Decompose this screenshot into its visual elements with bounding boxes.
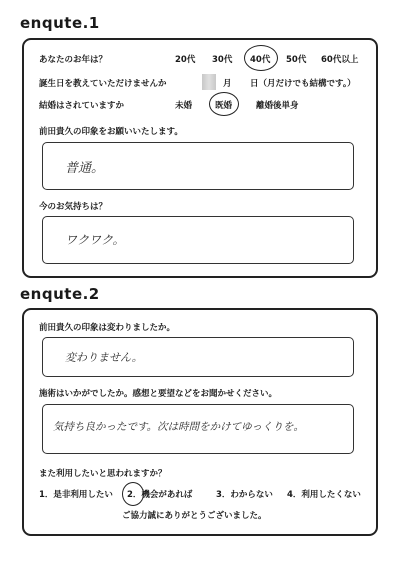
- thanks-text: ご協力誠にありがとうございました。: [122, 511, 267, 521]
- treatment-answer-text: 気持ち良かったです。次は時間をかけてゆっくりを。: [53, 421, 305, 433]
- birthday-month-label: 月: [223, 79, 232, 89]
- age-option-60s-plus[interactable]: 60代以上: [321, 55, 359, 65]
- age-option-30s[interactable]: 30代: [212, 55, 233, 65]
- feeling-answer-text: ワクワク。: [65, 233, 125, 247]
- birthday-question: 誕生日を教えていただけませんか: [39, 79, 167, 89]
- impression-change-question: 前田貴久の印象は変わりましたか。: [39, 323, 176, 333]
- feeling-question: 今のお気持ちは？: [39, 202, 108, 212]
- reuse-option-if-chance[interactable]: 2．機会があれば: [127, 490, 193, 500]
- birthday-month-redacted: [202, 74, 216, 90]
- married-option-married[interactable]: 既婚: [215, 101, 233, 111]
- reuse-selected-circle: [122, 482, 144, 506]
- age-selected-circle: [244, 45, 278, 71]
- enquete1-heading: enqute.1: [20, 14, 100, 32]
- birthday-day-label: 日（月だけでも結構です。）: [250, 79, 356, 89]
- married-option-single[interactable]: 未婚: [175, 101, 193, 111]
- reuse-option-no[interactable]: 4．利用したくない: [287, 490, 361, 500]
- feeling-answer-box[interactable]: [42, 216, 354, 264]
- married-selected-circle: [209, 92, 239, 116]
- impression-answer-text: 普通。: [65, 161, 105, 176]
- reuse-option-definitely[interactable]: 1．是非利用したい: [39, 490, 113, 500]
- enquete2-heading: enqute.2: [20, 285, 100, 303]
- reuse-question: また利用したいと思われますか？: [39, 469, 167, 479]
- enquete1-panel: [22, 38, 378, 278]
- age-option-50s[interactable]: 50代: [286, 55, 307, 65]
- age-question: あなたのお年は？: [39, 55, 108, 65]
- age-option-40s[interactable]: 40代: [250, 55, 271, 65]
- impression-question: 前田貴久の印象をお願いいたします。: [39, 127, 183, 137]
- treatment-answer-box[interactable]: [42, 404, 354, 454]
- impression-change-answer-text: 変わりません。: [65, 351, 143, 364]
- enquete2-panel: [22, 308, 378, 536]
- impression-answer-box[interactable]: [42, 142, 354, 190]
- married-question: 結婚はされていますか: [39, 101, 125, 111]
- impression-change-answer-box[interactable]: [42, 337, 354, 377]
- reuse-option-unsure[interactable]: 3．わからない: [216, 490, 273, 500]
- treatment-question: 施術はいかがでしたか。感想と要望などをお聞かせください。: [39, 389, 278, 399]
- married-option-divorced[interactable]: 離婚後単身: [256, 101, 299, 111]
- age-option-20s[interactable]: 20代: [175, 55, 196, 65]
